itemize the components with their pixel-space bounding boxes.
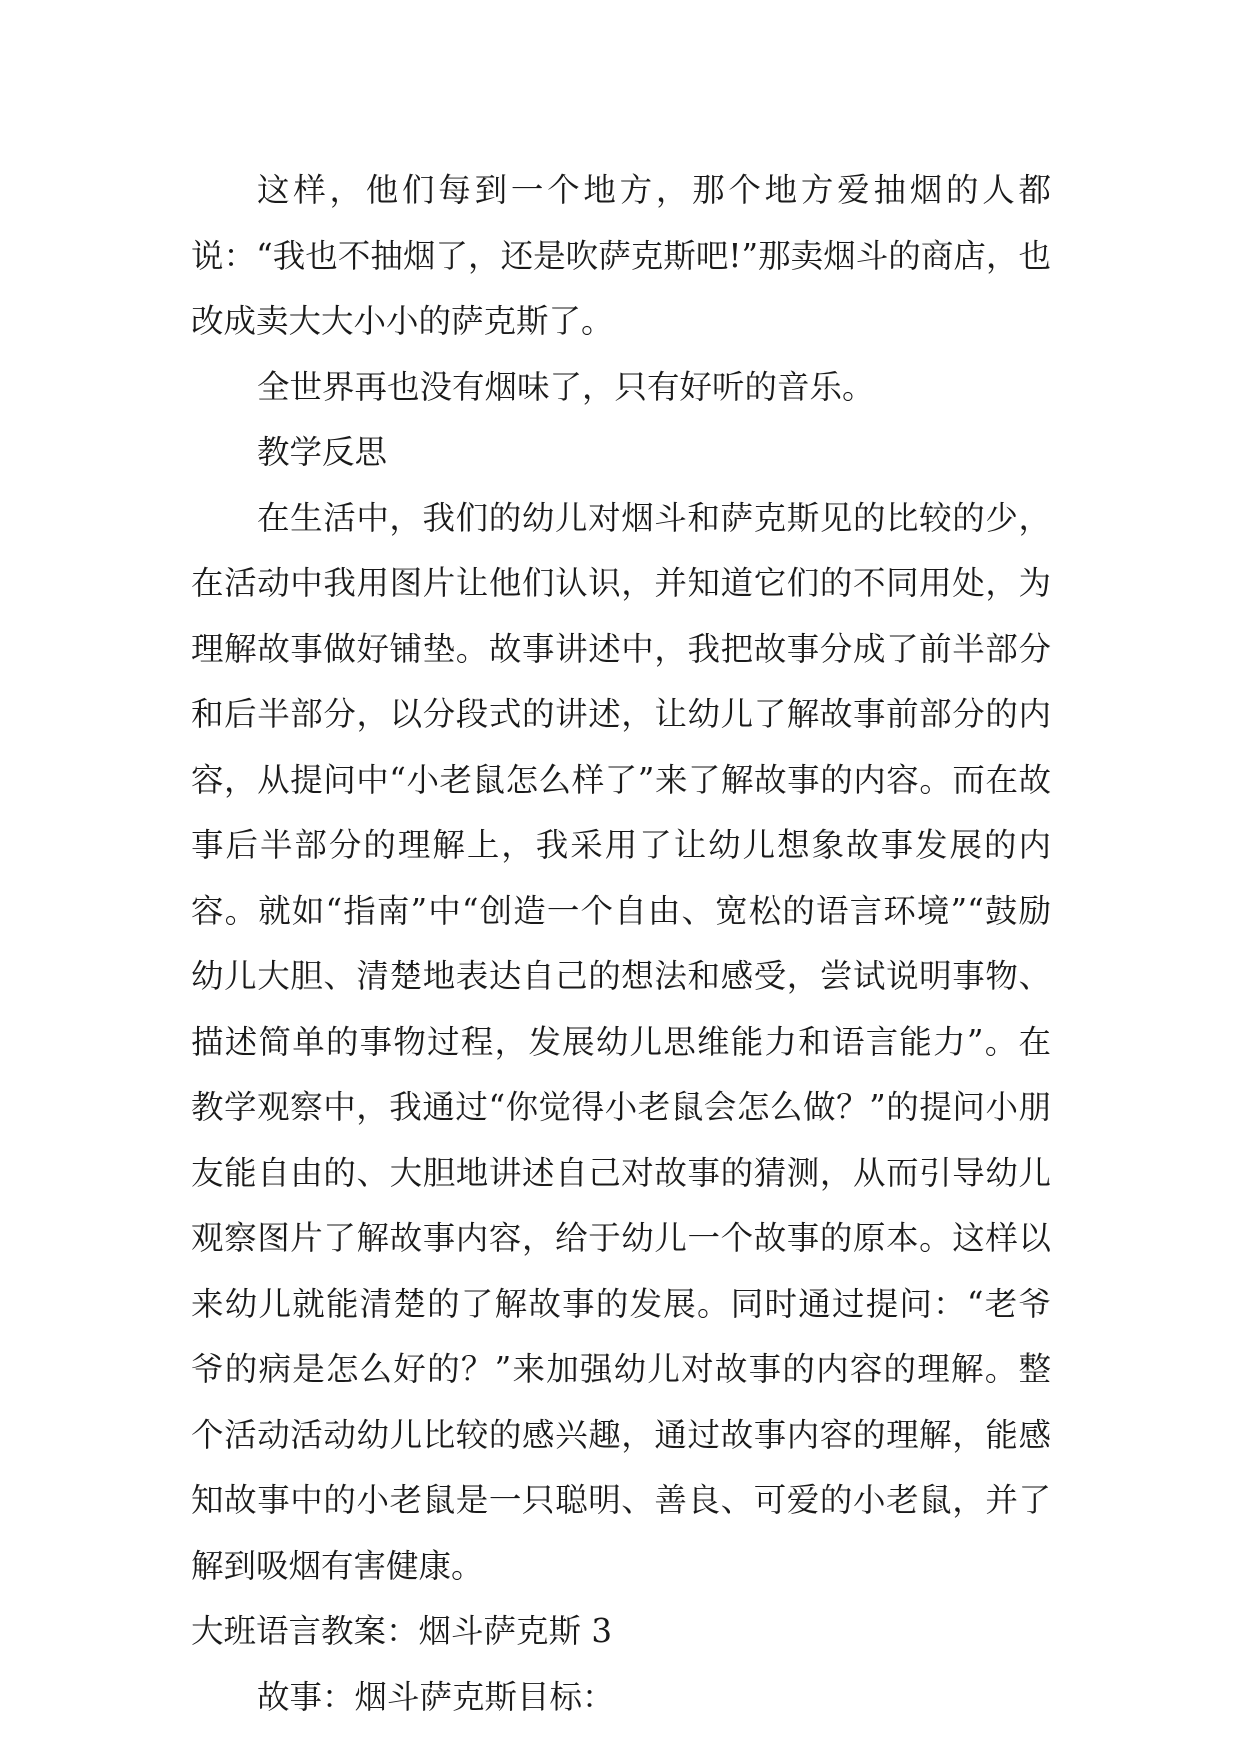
lesson-title: 大班语言教案：烟斗萨克斯 3: [191, 1612, 613, 1650]
paragraph-story-goals: 故事：烟斗萨克斯目标：: [257, 1677, 615, 1716]
document-body: [191, 158, 1051, 1730]
section-heading-teaching-reflection: 教学反思: [257, 433, 388, 471]
paragraph-no-smoke: 全世界再也没有烟味了，只有好听的音乐。: [257, 367, 875, 406]
paragraph-reflection-body: 在生活中，我们的幼儿对烟斗和萨克斯见的比较的少，在活动中我用图片让他们认识，并知道它们的不同用处，为理解故事做好铺垫。故事讲述中，我把故事分成了前半部分和后半部分，以分段式的讲述，让幼儿了解故事前部分的内容，从提问中“小老鼠怎么样了”来了解故事的内容。而在故事后半部分的理解上，我采用了让幼儿想象故事发展的内容。就如“指南”中“创造一个自由、宽松的语言环境”“鼓励幼儿大胆、清楚地表达自己的想法和感受，尝试说明事物、描述简单的事物过程，发展幼儿思维能力和语言能力”。在教学观察中，我通过“你觉得小老鼠会怎么做？”的提问小朋友能自由的、大胆地讲述自己对故事的猜测，从而引导幼儿观察图片了解故事内容，给于幼儿一个故事的原本。这样以来幼儿就能清楚的了解故事的发展。同时通过提问：“老爷爷的病是怎么好的？”来加强幼儿对故事的内容的理解。整个活动活动幼儿比较的感兴趣，通过故事内容的理解，能感知故事中的小老鼠是一只聪明、善良、可爱的小老鼠，并了解到吸烟有害健康。: [191, 498, 1051, 1585]
paragraph-story-ending: 这样，他们每到一个地方，那个地方爱抽烟的人都说：“我也不抽烟了，还是吹萨克斯吧!”那卖烟斗的商店，也改成卖大大小小的萨克斯了。: [191, 171, 1051, 340]
